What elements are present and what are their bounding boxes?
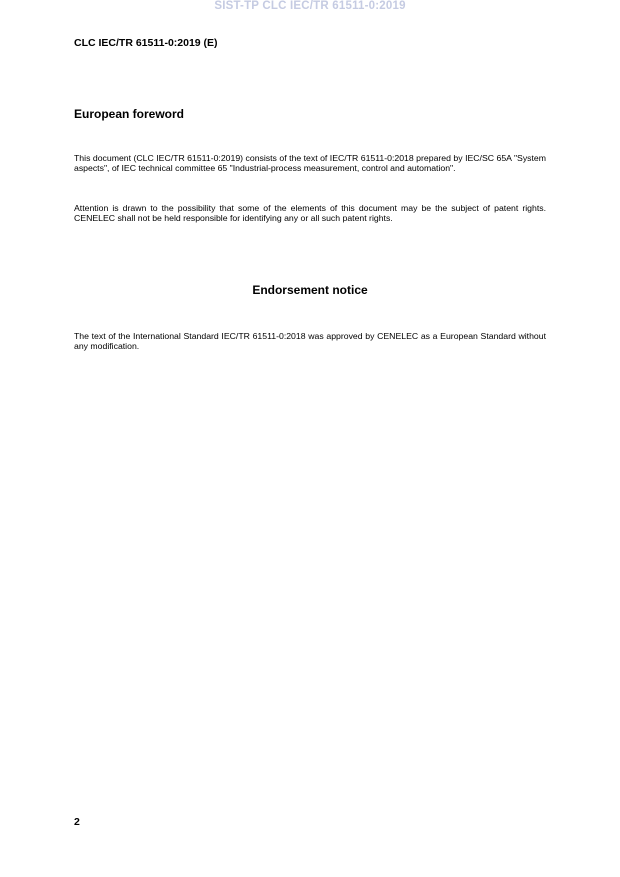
foreword-title: European foreword [74, 107, 185, 121]
endorsement-title: Endorsement notice [252, 283, 368, 297]
endorsement-paragraph: The text of the International Standard IEC/TR 61511-0:2018 was approved by CENELEC as a European Standard without any modification. [74, 331, 546, 352]
foreword-paragraph-2: Attention is drawn to the possibility that some of the elements of this document may be the subject of patent rights. CENELEC shall not be held responsible for identifying any or all such patent rights. [74, 203, 546, 224]
document-id: CLC IEC/TR 61511-0:2019 (E) [74, 37, 218, 49]
page-number: 2 [74, 816, 80, 828]
watermark-text: SIST-TP CLC IEC/TR 61511-0:2019 [214, 0, 406, 12]
foreword-paragraph-1: This document (CLC IEC/TR 61511-0:2019) consists of the text of IEC/TR 61511-0:2018 prepared by IEC/SC 65A "System aspects", of IEC technical committee 65 "Industrial-process measurement, control and automation". [74, 153, 546, 174]
